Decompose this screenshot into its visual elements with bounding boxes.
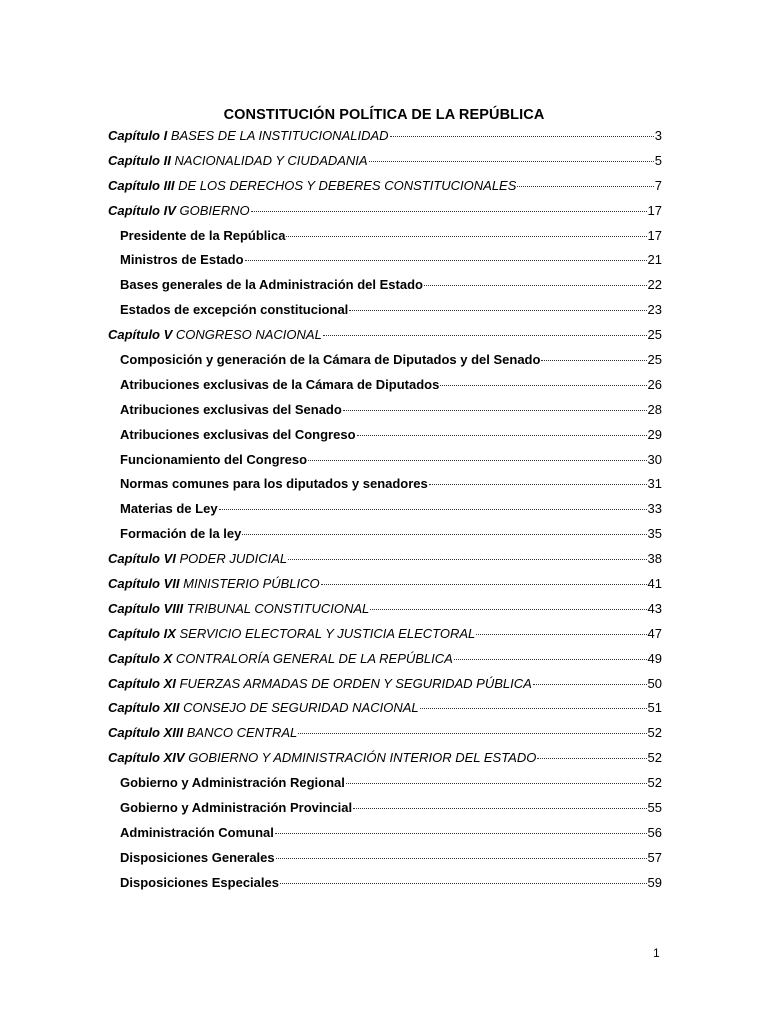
toc-entry-label — [120, 524, 241, 544]
chapter-title: GOBIERNO — [179, 202, 250, 218]
section-title: Estados de excepción constitucional — [120, 302, 349, 318]
dot-leader — [298, 732, 646, 734]
section-title: Administración Comunal — [120, 824, 274, 840]
chapter-title: PODER JUDICIAL — [179, 551, 288, 567]
toc-page-number: 17 — [647, 202, 662, 218]
toc-page-number: 55 — [647, 800, 662, 816]
toc-section-entry[interactable] — [108, 226, 662, 251]
dot-leader — [346, 782, 647, 784]
document-title: CONSTITUCIÓN POLÍTICA DE LA REPÚBLICA — [223, 107, 545, 123]
chapter-number: Capítulo II — [108, 152, 171, 168]
section-title: Funcionamiento del Congreso — [120, 451, 308, 467]
toc-page-number: 47 — [647, 625, 662, 641]
section-title: Atribuciones exclusivas del Congreso — [120, 426, 356, 442]
toc-page-number: 52 — [647, 775, 662, 791]
toc-entry-label — [120, 375, 439, 395]
chapter-title: TRIBUNAL CONSTITUCIONAL — [186, 600, 370, 616]
toc-chapter-entry[interactable] — [108, 325, 662, 350]
toc-entry-label — [120, 499, 218, 519]
dot-leader — [533, 683, 647, 685]
chapter-title: MINISTERIO PÚBLICO — [183, 576, 320, 592]
dot-leader — [353, 807, 646, 809]
chapter-number: Capítulo XII — [108, 700, 180, 716]
toc-page-number: 30 — [647, 451, 662, 467]
toc-chapter-entry[interactable] — [108, 674, 662, 699]
chapter-number: Capítulo VIII — [108, 600, 184, 616]
chapter-number: Capítulo IX — [108, 625, 176, 641]
toc-page-number: 22 — [647, 277, 662, 293]
toc-section-entry[interactable] — [108, 773, 662, 798]
toc-page-number: 23 — [647, 302, 662, 318]
toc-chapter-entry[interactable] — [108, 574, 662, 599]
toc-page-number: 43 — [647, 600, 662, 616]
section-title: Atribuciones exclusivas del Senado — [120, 401, 342, 417]
dot-leader — [517, 185, 653, 187]
toc-page-number: 21 — [647, 252, 662, 268]
section-title: Bases generales de la Administración del Estado — [120, 277, 423, 293]
toc-chapter-entry[interactable] — [108, 698, 662, 723]
section-title: Atribuciones exclusivas de la Cámara de Diputados — [120, 376, 440, 392]
toc-entry-label — [120, 400, 342, 420]
toc-entry-label — [120, 848, 275, 868]
chapter-title: CONGRESO NACIONAL — [175, 327, 322, 343]
section-title: Materias de Ley — [120, 501, 218, 517]
dot-leader — [321, 583, 647, 585]
toc-page-number: 35 — [647, 526, 662, 542]
dot-leader — [349, 309, 646, 311]
dot-leader — [286, 235, 646, 237]
toc-chapter-entry[interactable] — [108, 201, 662, 226]
chapter-number: Capítulo V — [108, 327, 173, 343]
toc-entry-label — [120, 823, 274, 843]
chapter-title: BANCO CENTRAL — [186, 725, 298, 741]
toc-chapter-entry[interactable] — [108, 549, 662, 574]
toc-page-number: 28 — [647, 401, 662, 417]
toc-page-number: 56 — [647, 824, 662, 840]
toc-section-entry[interactable] — [108, 823, 662, 848]
toc-chapter-entry[interactable] — [108, 649, 662, 674]
toc-entry-label — [108, 549, 287, 569]
toc-entry-label — [108, 201, 250, 221]
toc-section-entry[interactable] — [108, 375, 662, 400]
dot-leader — [280, 882, 647, 884]
chapter-title: CONTRALORÍA GENERAL DE LA REPÚBLICA — [175, 650, 453, 666]
chapter-number: Capítulo IV — [108, 202, 176, 218]
toc-chapter-entry[interactable] — [108, 126, 662, 151]
toc-entry-label — [120, 474, 428, 494]
toc-entry-label — [108, 151, 368, 171]
chapter-title: FUERZAS ARMADAS DE ORDEN Y SEGURIDAD PÚBLICA — [179, 675, 532, 691]
dot-leader — [275, 832, 647, 834]
toc-entry-label — [108, 126, 389, 146]
section-title: Composición y generación de la Cámara de Diputados y del Senado — [120, 352, 541, 368]
toc-entry-label — [108, 698, 419, 718]
section-title: Normas comunes para los diputados y senadores — [120, 476, 428, 492]
chapter-number: Capítulo XIII — [108, 725, 184, 741]
toc-page-number: 25 — [647, 327, 662, 343]
chapter-number: Capítulo VII — [108, 576, 180, 592]
toc-page-number: 5 — [654, 152, 662, 168]
toc-entry-label — [120, 275, 423, 295]
section-title: Gobierno y Administración Provincial — [120, 800, 353, 816]
dot-leader — [219, 508, 647, 510]
toc-section-entry[interactable] — [108, 474, 662, 499]
toc-page-number: 26 — [647, 376, 662, 392]
dot-leader — [276, 857, 647, 859]
toc-page-number: 29 — [647, 426, 662, 442]
toc-chapter-entry[interactable] — [108, 624, 662, 649]
dot-leader — [357, 434, 647, 436]
toc-entry-label — [108, 624, 475, 644]
dot-leader — [308, 459, 646, 461]
toc-section-entry[interactable] — [108, 499, 662, 524]
toc-section-entry[interactable] — [108, 798, 662, 823]
dot-leader — [537, 757, 646, 759]
toc-entry-label — [108, 723, 297, 743]
toc-page-number: 41 — [647, 576, 662, 592]
toc-page-number: 17 — [647, 227, 662, 243]
section-title: Disposiciones Especiales — [120, 874, 279, 890]
toc-entry-label — [108, 325, 322, 345]
toc-section-entry[interactable] — [108, 275, 662, 300]
dot-leader — [424, 284, 647, 286]
chapter-number: Capítulo III — [108, 177, 175, 193]
chapter-title: GOBIERNO Y ADMINISTRACIÓN INTERIOR DEL ESTADO — [188, 750, 537, 766]
chapter-title: DE LOS DERECHOS Y DEBERES CONSTITUCIONALES — [178, 177, 517, 193]
toc-page-number: 33 — [647, 501, 662, 517]
toc-section-entry[interactable] — [108, 400, 662, 425]
toc-entry-label — [120, 425, 356, 445]
dot-leader — [251, 210, 647, 212]
chapter-number: Capítulo XI — [108, 675, 176, 691]
toc-entry-label — [120, 350, 540, 370]
toc-chapter-entry[interactable] — [108, 176, 662, 201]
toc-page-number: 50 — [647, 675, 662, 691]
section-title: Presidente de la República — [120, 227, 286, 243]
dot-leader — [420, 707, 647, 709]
dot-leader — [541, 359, 646, 361]
toc-entry-label — [108, 748, 536, 768]
toc-entry-label — [108, 674, 532, 694]
dot-leader — [343, 409, 647, 411]
chapter-number: Capítulo VI — [108, 551, 176, 567]
chapter-title: CONSEJO DE SEGURIDAD NACIONAL — [183, 700, 419, 716]
dot-leader — [323, 334, 647, 336]
page-number: 1 — [653, 946, 660, 960]
toc-entry-label — [120, 873, 279, 893]
toc-entry-label — [108, 574, 320, 594]
toc-page-number: 3 — [654, 128, 662, 143]
toc-section-entry[interactable] — [108, 300, 662, 325]
toc-section-entry[interactable] — [108, 350, 662, 375]
toc-entry-label — [108, 176, 516, 196]
toc-page-number: 25 — [647, 352, 662, 368]
toc-page-number: 49 — [647, 650, 662, 666]
section-title: Formación de la ley — [120, 526, 242, 542]
dot-leader — [440, 384, 646, 386]
chapter-number: Capítulo XIV — [108, 750, 185, 766]
toc-page-number: 51 — [647, 700, 662, 716]
section-title: Ministros de Estado — [120, 252, 244, 268]
toc-entry-label — [120, 300, 348, 320]
toc-entry-label — [120, 226, 285, 246]
toc-page-number: 57 — [647, 849, 662, 865]
toc-entry-label — [120, 773, 345, 793]
toc-section-entry[interactable] — [108, 848, 662, 873]
chapter-number: Capítulo I — [108, 128, 168, 143]
toc-chapter-entry[interactable] — [108, 748, 662, 773]
toc-page-number: 38 — [647, 551, 662, 567]
chapter-title: NACIONALIDAD Y CIUDADANIA — [174, 152, 368, 168]
chapter-title: SERVICIO ELECTORAL Y JUSTICIA ELECTORAL — [179, 625, 476, 641]
toc-page-number: 7 — [654, 177, 662, 193]
toc-entry-label — [108, 649, 453, 669]
toc-page-number: 52 — [647, 750, 662, 766]
toc-entry-label — [120, 250, 244, 270]
toc-entry-label — [120, 798, 352, 818]
chapter-title: BASES DE LA INSTITUCIONALIDAD — [170, 128, 389, 143]
toc-section-entry[interactable] — [108, 873, 662, 898]
toc-page-number: 59 — [647, 874, 662, 890]
dot-leader — [288, 558, 646, 560]
toc-chapter-entry[interactable] — [108, 723, 662, 748]
toc-page-number: 52 — [647, 725, 662, 741]
table-of-contents — [108, 126, 662, 898]
toc-section-entry[interactable] — [108, 425, 662, 450]
dot-leader — [429, 483, 647, 485]
chapter-number: Capítulo X — [108, 650, 173, 666]
toc-section-entry[interactable] — [108, 250, 662, 275]
dot-leader — [369, 160, 654, 162]
dot-leader — [454, 658, 647, 660]
dot-leader — [245, 259, 647, 261]
toc-chapter-entry[interactable] — [108, 599, 662, 624]
dot-leader — [476, 633, 646, 635]
toc-entry-label — [120, 450, 307, 470]
toc-chapter-entry[interactable] — [108, 151, 662, 176]
toc-page-number: 31 — [647, 476, 662, 492]
section-title: Disposiciones Generales — [120, 849, 275, 865]
toc-section-entry[interactable] — [108, 524, 662, 549]
dot-leader — [242, 533, 646, 535]
dot-leader — [390, 135, 654, 137]
dot-leader — [370, 608, 646, 610]
section-title: Gobierno y Administración Regional — [120, 775, 345, 791]
toc-section-entry[interactable] — [108, 450, 662, 475]
toc-entry-label — [108, 599, 369, 619]
